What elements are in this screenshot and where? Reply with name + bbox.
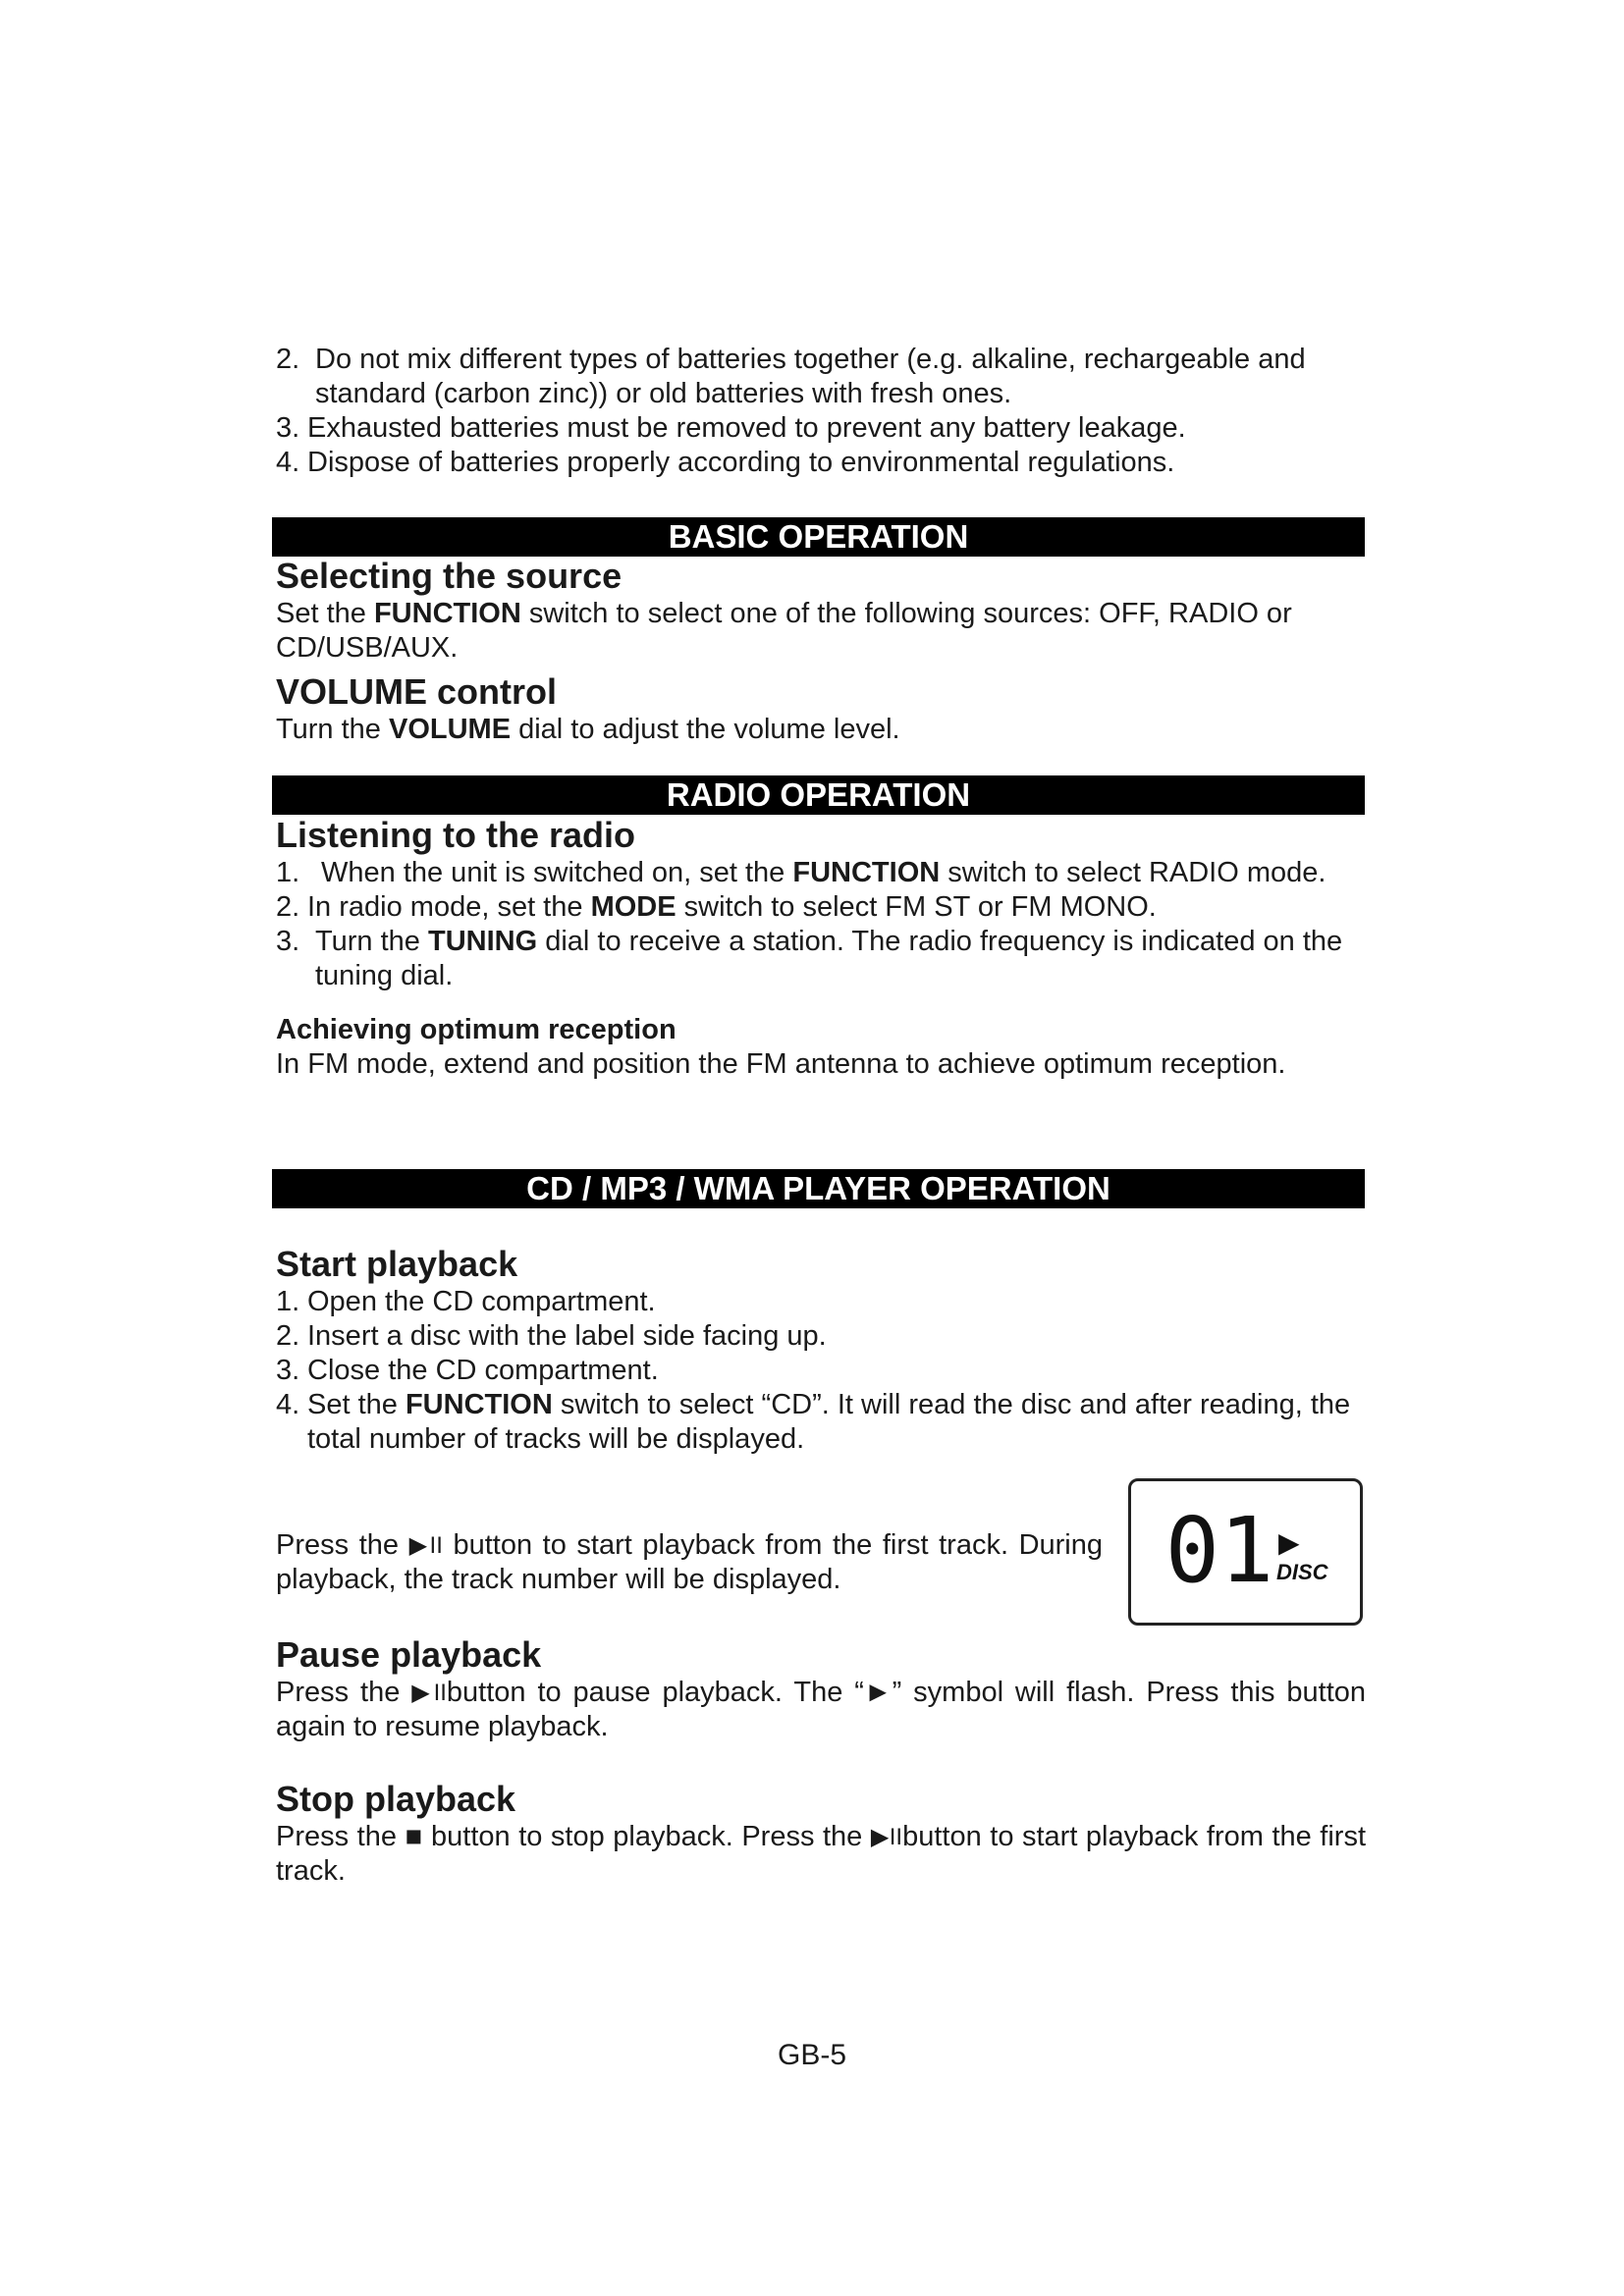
list-item: 2. Do not mix different types of batteries together (e.g. alkaline, rechargeable and standard (carbon zinc)) or old batteries with fresh ones.: [276, 344, 1306, 409]
lcd-digits: [1131, 1481, 1360, 1623]
play-indicator-icon: ▶: [1278, 1526, 1300, 1559]
list-item: 3. Turn the TUNING dial to receive a station. The radio frequency is indicated on the tuning dial.: [276, 926, 1343, 991]
listening-radio-heading: Listening to the radio: [276, 815, 635, 855]
press-play-paragraph: Press the ▶II button to start playback from the first track. During playback, the track number will be displayed.: [276, 1529, 1104, 1595]
page-number: GB-5: [777, 2039, 847, 2071]
play-pause-icon: ▶II: [870, 1824, 903, 1850]
stop-icon: ■: [405, 1821, 423, 1852]
stop-playback-section: Stop playback Press the ■ button to stop playback. Press the ▶IIbutton to start playback from the first track.: [276, 1779, 1367, 1887]
list-item: 1. When the unit is switched on, set the FUNCTION switch to select RADIO mode.: [276, 857, 1326, 888]
list-item: 2. Insert a disc with the label side facing up.: [276, 1320, 827, 1352]
battery-notes: [276, 343, 1366, 480]
basic-operation-banner: BASIC OPERATION: [272, 517, 1365, 557]
disc-label: DISC: [1276, 1560, 1328, 1584]
volume-control-heading: VOLUME control: [276, 671, 557, 712]
selecting-source-heading: Selecting the source: [276, 556, 623, 596]
list-item: 2. In radio mode, set the MODE switch to select FM ST or FM MONO.: [276, 891, 1157, 923]
cd-operation-banner: CD / MP3 / WMA PLAYER OPERATION: [272, 1169, 1365, 1208]
basic-operation-section: [276, 556, 1366, 747]
list-item: 3. Close the CD compartment.: [276, 1355, 659, 1386]
radio-operation-section: [276, 815, 1390, 1082]
optimum-reception-text: In FM mode, extend and position the FM antenna to achieve optimum reception.: [276, 1048, 1286, 1080]
play-pause-icon: ▶II: [411, 1680, 447, 1706]
pause-playback-heading: Pause playback: [276, 1634, 542, 1675]
play-pause-icon: ▶II: [408, 1532, 443, 1559]
list-item: 4. Set the FUNCTION switch to select “CD”. It will read the disc and after reading, the total number of tracks will be displayed.: [276, 1389, 1351, 1455]
list-item: 4. Dispose of batteries properly according to environmental regulations.: [276, 447, 1175, 478]
start-playback-section: [276, 1244, 1366, 1457]
radio-operation-banner: RADIO OPERATION: [272, 775, 1365, 815]
pause-playback-section: Pause playback Press the ▶IIbutton to pause playback. The “►” symbol will flash. Press this button again to resume playback.: [276, 1634, 1367, 1742]
list-item: 3. Exhausted batteries must be removed to prevent any battery leakage.: [276, 412, 1186, 444]
start-playback-heading: Start playback: [276, 1244, 518, 1284]
lcd-display: [1128, 1478, 1363, 1626]
track-number: 01: [1164, 1498, 1274, 1603]
list-item: 1. Open the CD compartment.: [276, 1286, 656, 1317]
volume-control-text: Turn the VOLUME dial to adjust the volume level.: [276, 714, 900, 745]
selecting-source-text: Set the FUNCTION switch to select one of the following sources: OFF, RADIO or CD/USB/AUX.: [276, 598, 1292, 664]
optimum-reception-heading: Achieving optimum reception: [276, 1014, 677, 1045]
stop-playback-heading: Stop playback: [276, 1779, 516, 1819]
